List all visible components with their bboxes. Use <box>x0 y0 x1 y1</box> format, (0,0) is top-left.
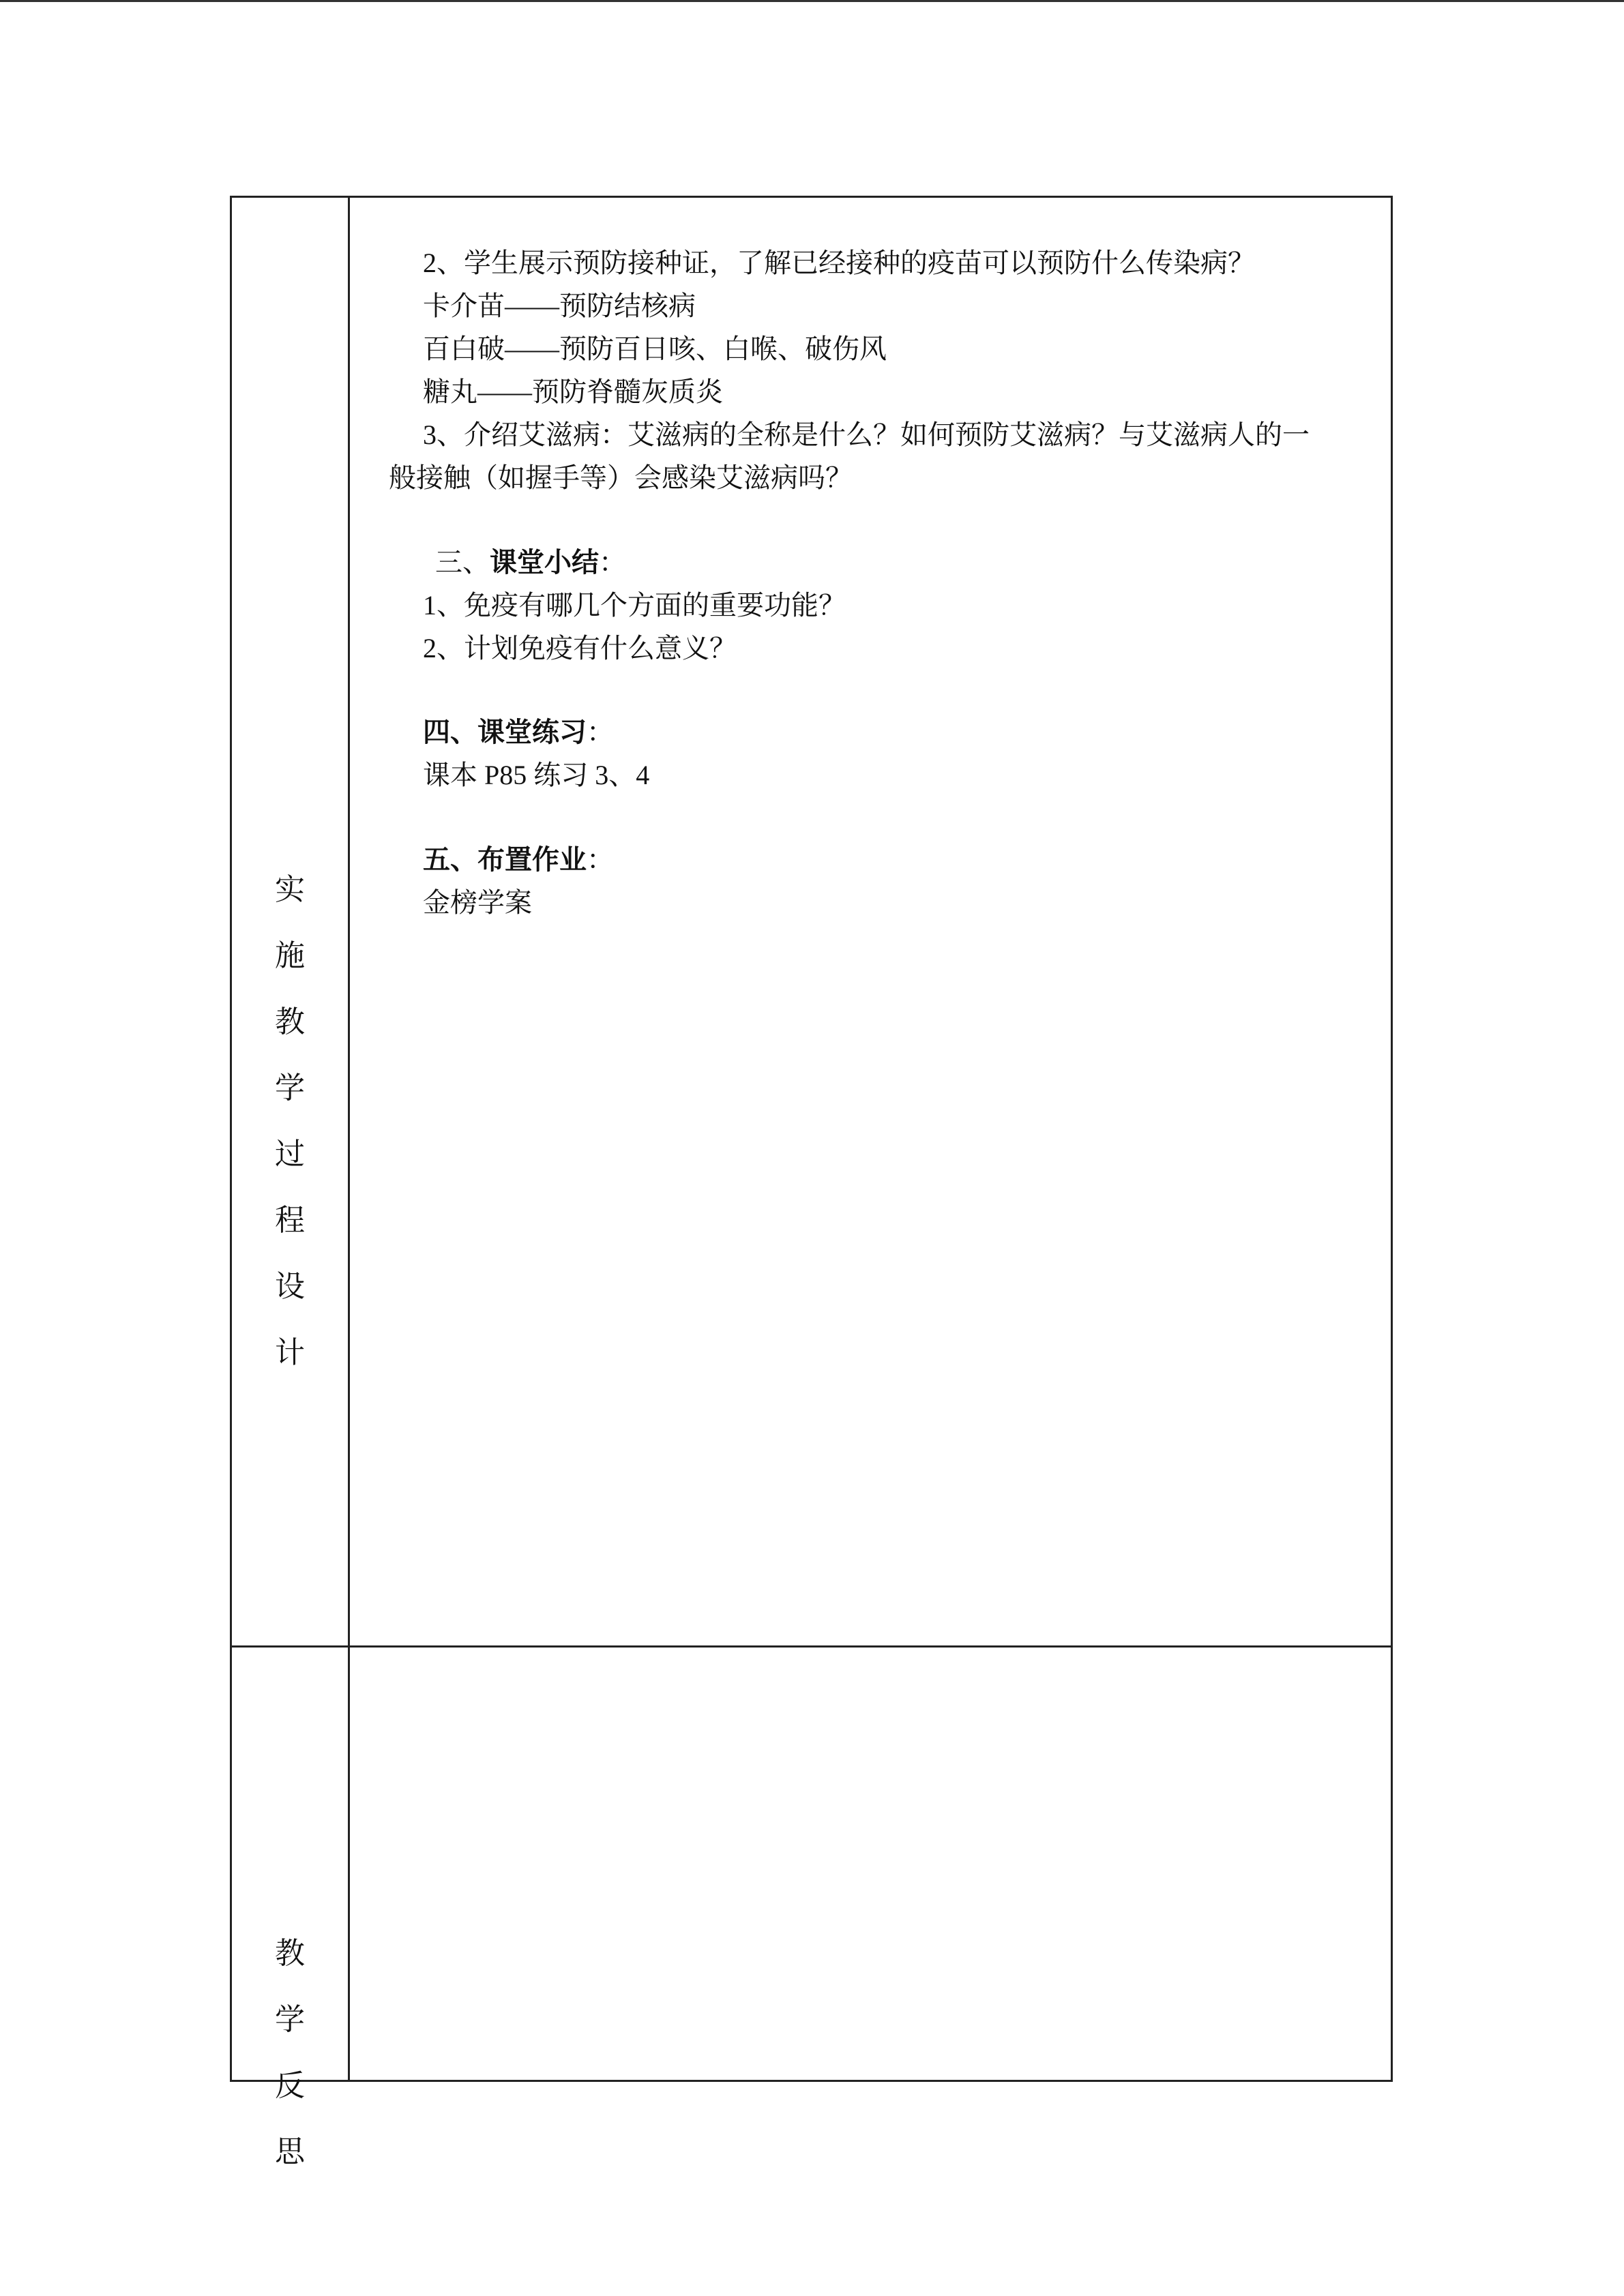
process-label-char: 实 <box>275 872 305 907</box>
teaching-reflection-label <box>232 1933 348 2198</box>
process-label-char: 计 <box>275 1335 305 1370</box>
reflection-label-char: 反 <box>275 2068 305 2103</box>
lesson-plan-table <box>230 196 1393 2169</box>
homework-heading <box>423 843 614 877</box>
summary-heading-text: 课堂小结 <box>490 547 599 578</box>
process-label-char: 学 <box>275 1071 305 1105</box>
practice-heading-suffix: ： <box>587 717 614 747</box>
process-label-char: 程 <box>275 1203 305 1238</box>
practice-text: 课本 P85 练习 3、4 <box>423 760 650 790</box>
process-design-label <box>232 869 348 1399</box>
summary-question: 2、计划免疫有什么意义？ <box>423 633 737 664</box>
content-line: 百白破——预防百日咳、白喉、破伤风 <box>423 333 887 364</box>
summary-heading <box>435 546 626 580</box>
summary-question: 1、免疫有哪几个方面的重要功能？ <box>423 590 846 621</box>
content-line: 般接触（如握手等）会感染艾滋病吗？ <box>389 462 853 493</box>
summary-heading-suffix: ： <box>599 547 626 578</box>
process-label-char: 施 <box>275 938 305 973</box>
homework-heading-text: 五、布置作业 <box>423 844 587 875</box>
process-label-char: 过 <box>275 1137 305 1172</box>
process-label-char: 设 <box>275 1269 305 1304</box>
practice-heading <box>423 715 614 749</box>
process-label-char: 教 <box>275 1004 305 1039</box>
practice-heading-text: 四、课堂练习 <box>423 717 587 747</box>
page-top-rule <box>0 0 1624 2</box>
content-line: 卡介苗——预防结核病 <box>423 290 696 321</box>
content-line: 3、介绍艾滋病：艾滋病的全称是什么？如何预防艾滋病？与艾滋病人的一 <box>423 419 1310 450</box>
content-line: 糖丸——预防脊髓灰质炎 <box>423 376 723 407</box>
reflection-label-char: 学 <box>275 2002 305 2037</box>
homework-heading-suffix: ： <box>587 844 614 875</box>
content-line: 2、学生展示预防接种证，了解已经接种的疫苗可以预防什么传染病？ <box>423 248 1255 278</box>
reflection-label-char: 思 <box>275 2134 305 2169</box>
homework-text: 金榜学案 <box>423 887 532 918</box>
row-divider <box>232 1645 1391 1648</box>
reflection-label-char: 教 <box>275 1936 305 1971</box>
summary-heading-prefix: 三、 <box>435 547 490 578</box>
column-divider <box>348 198 350 2080</box>
